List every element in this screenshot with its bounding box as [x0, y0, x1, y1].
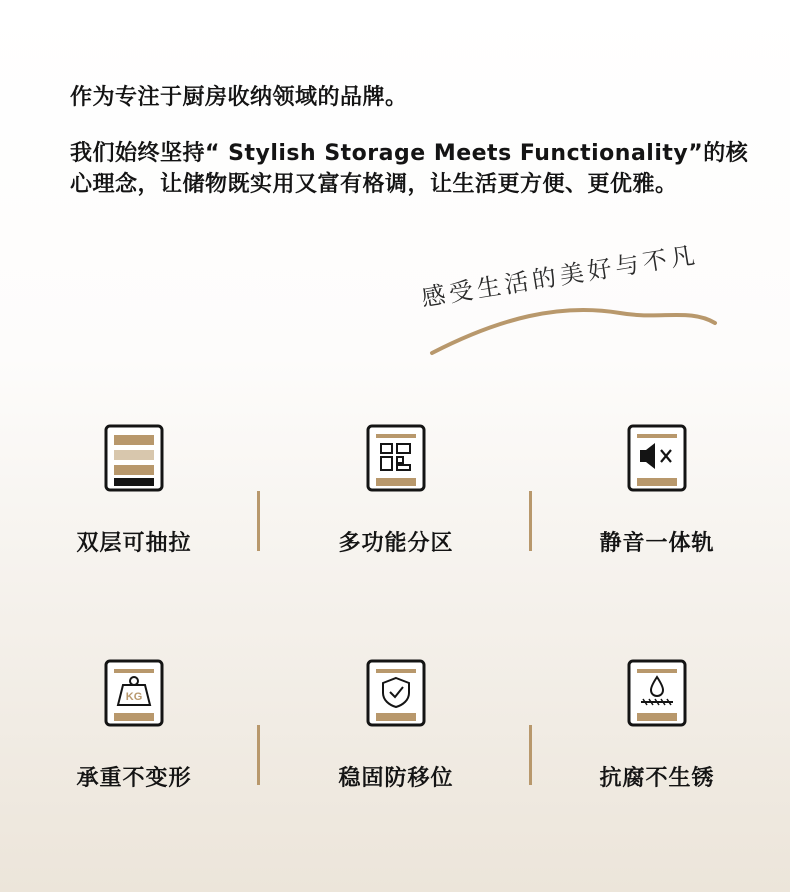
rust-proof-icon	[627, 659, 687, 727]
feature-double-layer	[34, 424, 234, 557]
feature-label: 双层可抽拉	[76, 531, 192, 556]
feature-silent-rail	[557, 424, 757, 557]
kg-weight-icon	[104, 659, 164, 727]
feature-label: 稳固防移位	[338, 766, 454, 791]
feature-label: 抗腐不生锈	[599, 766, 715, 791]
divider	[529, 491, 532, 551]
intro-line-1: 作为专注于厨房收纳领域的品牌。	[70, 85, 408, 110]
divider	[257, 725, 260, 785]
feature-label: 多功能分区	[338, 531, 454, 556]
feature-label: 承重不变形	[76, 766, 192, 791]
slogan-text: 感受生活的美好与不凡	[419, 240, 701, 313]
mute-speaker-icon	[627, 424, 687, 492]
intro-line-2: 我们始终坚持“ Stylish Storage Meets Functionality”的核心理念，让储物既实用又富有格调，让生活更方便、更优雅。	[70, 141, 749, 197]
feature-multi-zone	[296, 424, 496, 557]
divider	[529, 725, 532, 785]
shield-check-icon	[366, 659, 426, 727]
svg-text:KG: KG	[125, 691, 143, 703]
feature-load-bearing	[34, 659, 234, 792]
feature-rust-proof	[557, 659, 757, 792]
feature-anti-slip	[296, 659, 496, 792]
grid-compartments-icon	[366, 424, 426, 492]
drawer-layers-icon	[104, 424, 164, 492]
feature-label: 静音一体轨	[599, 531, 715, 556]
divider	[257, 491, 260, 551]
